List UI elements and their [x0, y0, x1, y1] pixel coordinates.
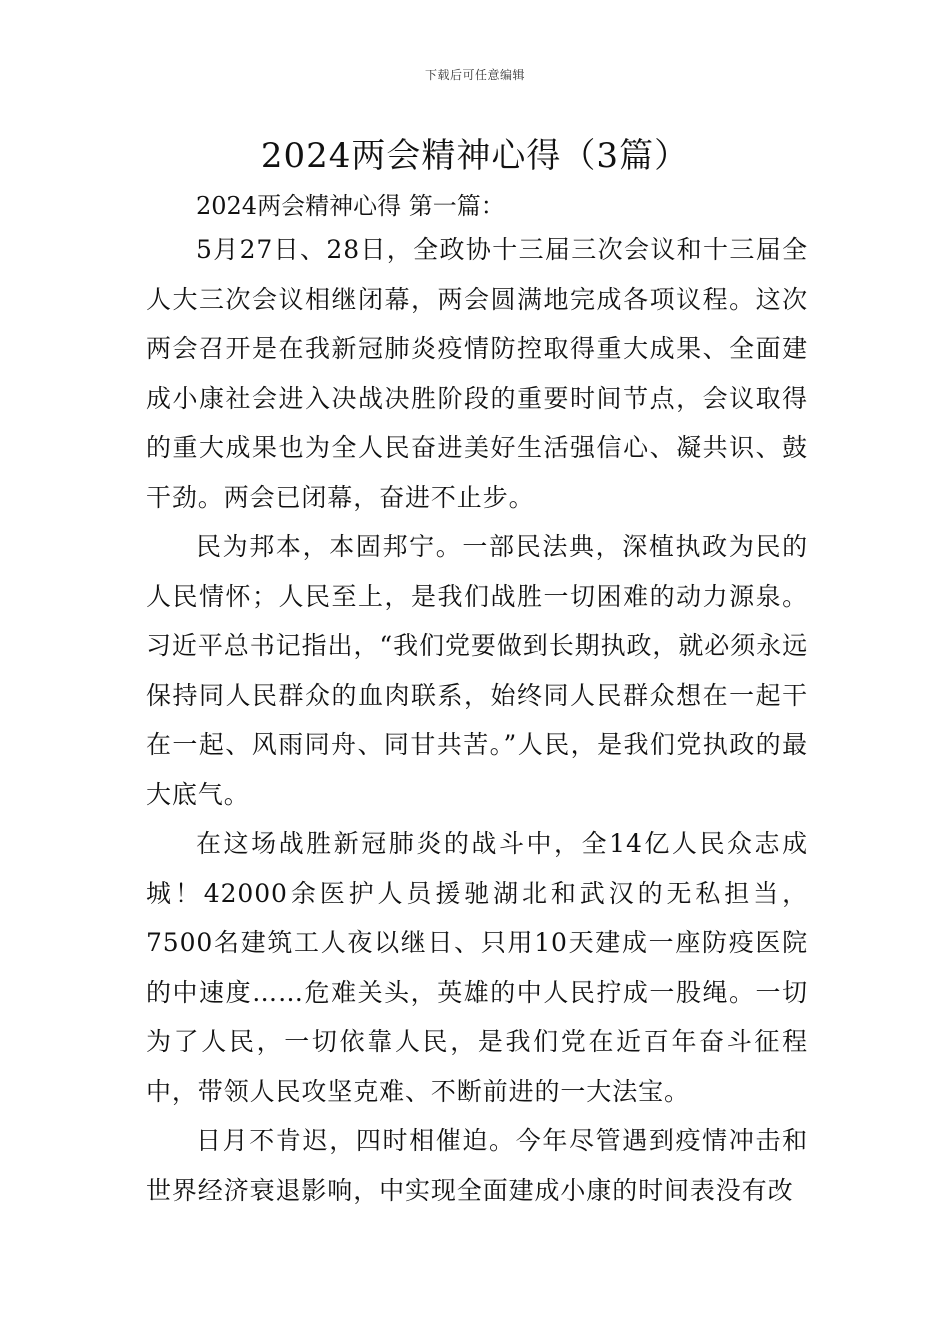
header-note: 下载后可任意编辑 [424, 68, 525, 82]
paragraph: 民为邦本，本固邦宁。一部民法典，深植执政为民的人民情怀；人民至上，是我们战胜一切困难的动力源泉。习近平总书记指出，“我们党要做到长期执政，就必须永远保持同人民群众的血肉联系，始终同人民群众想在一起干在一起、风雨同舟、同甘共苦。”人民，是我们党执政的最大底气。 [146, 532, 808, 809]
document-body [146, 225, 808, 1215]
paragraph: 日月不肯迟，四时相催迫。今年尽管遇到疫情冲击和世界经济衰退影响，中实现全面建成小康的时间表没有改 [146, 1126, 808, 1205]
document-title: 2024两会精神心得（3篇） [260, 136, 690, 176]
paragraph: 在这场战胜新冠肺炎的战斗中，全14亿人民众志成城！42000余医护人员援驰湖北和武汉的无私担当，7500名建筑工人夜以继日、只用10天建成一座防疫医院的中速度……危难关头，英雄的中人民拧成一股绳。一切为了人民，一切依靠人民，是我们党在近百年奋斗征程中，带领人民攻坚克难、不断前进的一大法宝。 [146, 829, 808, 1106]
document-subtitle: 2024两会精神心得 第一篇： [196, 192, 505, 220]
paragraph: 5月27日、28日，全政协十三届三次会议和十三届全人大三次会议相继闭幕，两会圆满地完成各项议程。这次两会召开是在我新冠肺炎疫情防控取得重大成果、全面建成小康社会进入决战决胜阶段的重要时间节点，会议取得的重大成果也为全人民奋进美好生活强信心、凝共识、鼓干劲。两会已闭幕，奋进不止步。 [146, 235, 808, 512]
